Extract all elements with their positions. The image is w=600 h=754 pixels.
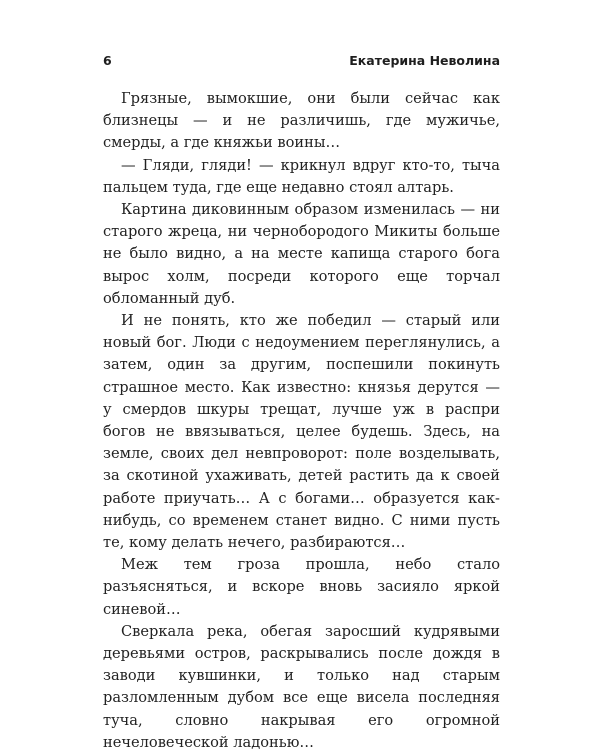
paragraph: Грязные, вымокшие, они были сейчас как близнецы — и не различишь, где мужичье, смерды, а где княжьи воины…	[103, 90, 500, 152]
page-number: 6	[103, 53, 112, 68]
author-name: Екатерина Неволина	[349, 53, 500, 68]
running-header	[103, 53, 500, 75]
paragraph: — Гляди, гляди! — крикнул вдруг кто-то, тыча пальцем туда, где еще недавно стоял алтарь.	[103, 156, 500, 196]
paragraph: Меж тем гроза прошла, небо стало разъясняться, и вскоре вновь засияло яркой синевой…	[103, 556, 500, 618]
body-text	[103, 88, 500, 754]
paragraph: Картина диковинным образом изменилась — ни старого жреца, ни чернобородого Микиты больше не было видно, а на месте капища старого бога вырос холм, посреди которого еще торчал обломанный дуб.	[103, 201, 500, 307]
paragraph: Сверкала река, обегая заросший кудрявыми деревьями остров, раскрывались после дождя в заводи кувшинки, и только над старым разломленным дубом все еще висела последняя туча, словно накрывая его огромной нечеловеческой ладонью…	[103, 622, 500, 751]
paragraph: И не понять, кто же победил — старый или новый бог. Люди с недоумением переглянулись, а затем, один за другим, поспешили покинуть страшное место. Как известно: князья дерутся — у смердов шкуры трещат, лучше уж в распри богов не ввязываться, целее будешь. Здесь, на земле, своих дел невпроворот: поле возделывать, за скотиной ухаживать, детей растить да к своей работе приучать… А с богами… образуется как-нибудь, со временем станет видно. С ними пусть те, кому делать нечего, разбираются…	[103, 312, 500, 552]
